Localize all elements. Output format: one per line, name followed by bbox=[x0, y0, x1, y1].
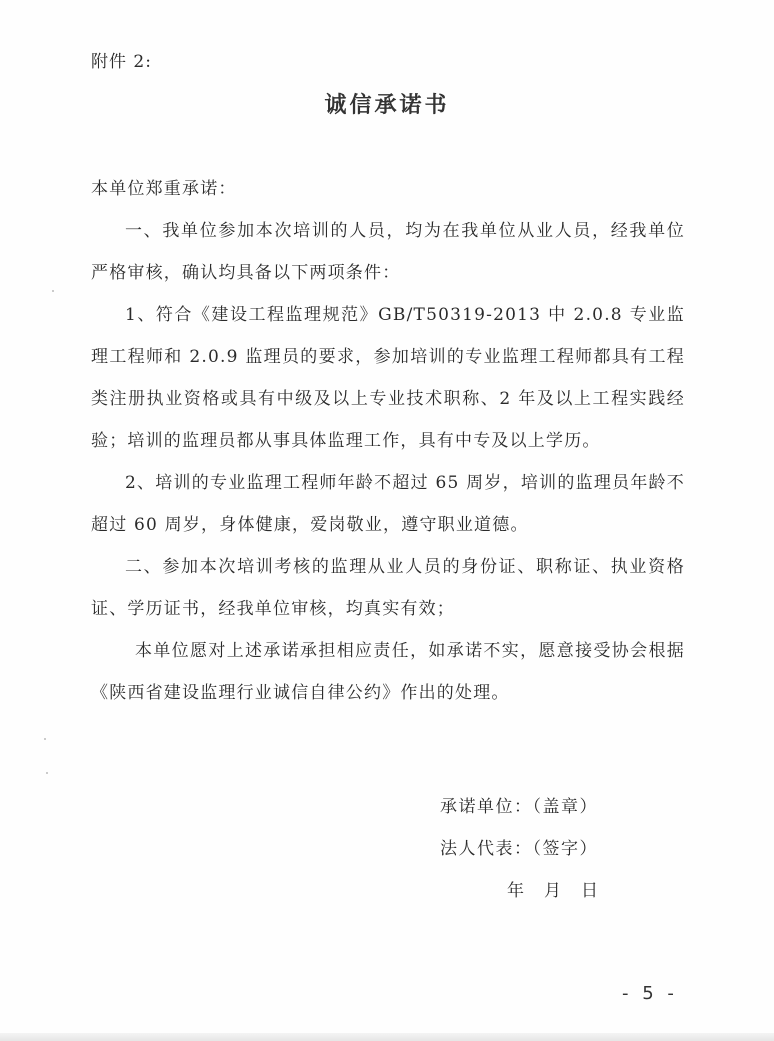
scan-bottom-edge bbox=[0, 1033, 774, 1041]
page-number: - 5 - bbox=[622, 983, 678, 1004]
date-month: 月 bbox=[544, 881, 561, 901]
date-day: 日 bbox=[581, 881, 598, 901]
paragraph-clause-2: 二、参加本次培训考核的监理从业人员的身份证、职称证、执业资格证、学历证书，经我单位审核，均真实有效； bbox=[91, 557, 685, 619]
date-year: 年 bbox=[507, 881, 524, 901]
salutation: 本单位郑重承诺： bbox=[91, 179, 237, 199]
paragraph-condition-2: 2、培训的专业监理工程师年龄不超过 65 周岁，培训的监理员年龄不超过 60 周岁，身体健康，爱岗敬业，遵守职业道德。 bbox=[91, 473, 685, 535]
document-title: 诚信承诺书 bbox=[324, 93, 450, 118]
paragraph-clause-1: 一、我单位参加本次培训的人员，均为在我单位从业人员，经我单位严格审核，确认均具备以下两项条件： bbox=[91, 221, 685, 283]
scan-speck bbox=[44, 738, 46, 740]
attachment-label: 附件 2: bbox=[91, 52, 152, 72]
document-body bbox=[91, 168, 685, 714]
paragraph-condition-1: 1、符合《建设工程监理规范》GB/T50319-2013 中 2.0.8 专业监理工程师和 2.0.9 监理员的要求，参加培训的专业监理工程师都具有工程类注册执业资格或具有中级及以上专业技术职称、2 年及以上工程实践经验；培训的监理员都从事具体监理工作，具有中专及以上学历。 bbox=[91, 305, 685, 451]
scan-speck bbox=[52, 290, 54, 292]
signature-unit: 承诺单位：（盖章） bbox=[440, 797, 598, 817]
paragraph-liability: 本单位愿对上述承诺承担相应责任，如承诺不实，愿意接受协会根据《陕西省建设监理行业诚信自律公约》作出的处理。 bbox=[91, 641, 685, 703]
scan-speck bbox=[46, 772, 48, 774]
signature-date bbox=[507, 876, 598, 901]
signature-representative: 法人代表：（签字） bbox=[440, 839, 598, 859]
